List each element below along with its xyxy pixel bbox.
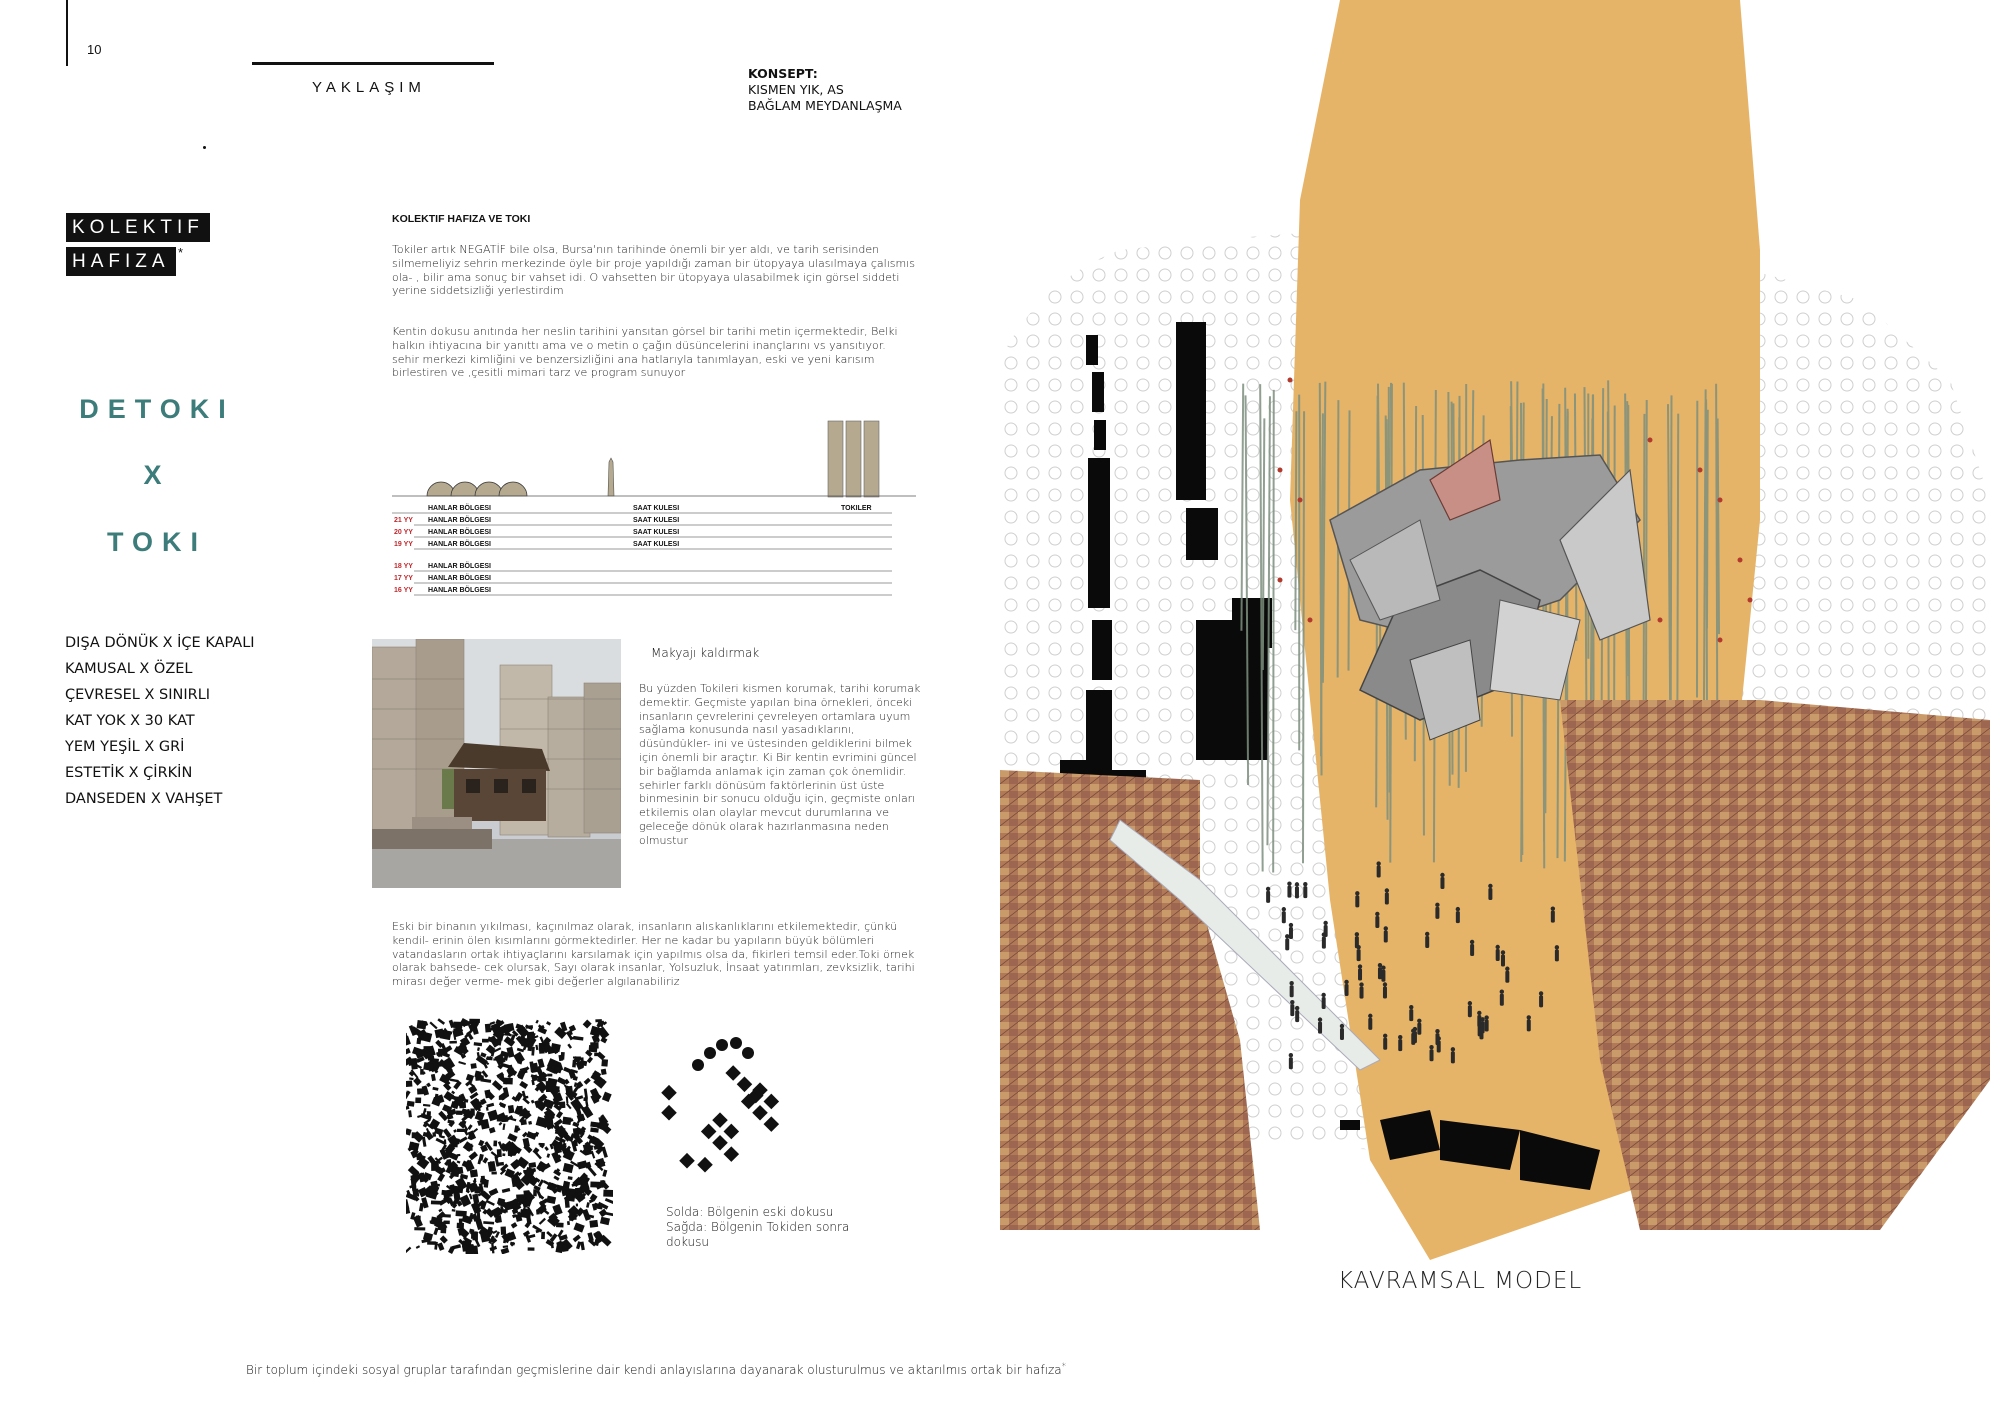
timeline-item: SAAT KULESI [633, 529, 680, 536]
list-item: YEM YEŞİL X GRİ [65, 739, 185, 755]
timeline-century: 18 YY [394, 563, 413, 570]
conceptual-model-collage [1000, 0, 2000, 1260]
list-item: ÇEVRESEL X SINIRLI [65, 687, 211, 703]
article-paragraph: Eski bir binanın yıkılması, kaçınılmaz olarak, insanların alıskanlıklarını etkilemektedir, çünkü kendil- erinin ölen kısımlarını görmektedirler. Her ne kadar bu yapıların büyük bölümleri vatandasların ortak ihtiyaçlarını karsılamak için yapılmıs olsa da, fikirleri temsil eder.Toki örnek olarak bahsede- cek olursak, Sayı olarak insanlar, Yolsuzluk, İnsaat yatırımları, zevksizlik, tarihi mirası değer verme- mek gibi değerler algılanabiliriz [392, 920, 915, 989]
timeline-century: 21 YY [394, 517, 413, 524]
page-margin-rule [66, 0, 68, 66]
big-title-detoki: DETOKI [79, 394, 235, 424]
section-rule [252, 62, 494, 65]
timeline-top-label: TOKILER [841, 505, 872, 512]
timeline-top-label: SAAT KULESI [633, 505, 680, 512]
caption-line: Sağda: Bölgenin Tokiden sonra [666, 1220, 850, 1234]
caption-line: Solda: Bölgenin eski dokusu [666, 1205, 834, 1219]
timeline-item: HANLAR BÖLGESI [428, 587, 491, 594]
concept-block [748, 66, 902, 114]
photo-toki-and-old-house [372, 639, 621, 888]
list-item: DIŞA DÖNÜK X İÇE KAPALI [65, 635, 255, 651]
big-title-toki: TOKI [106, 527, 207, 557]
footnote [246, 1362, 1066, 1377]
big-title-x: X [143, 460, 171, 490]
list-item: ESTETİK X ÇİRKİN [65, 765, 193, 781]
title-footnote-mark: * [178, 245, 184, 260]
title-kolektif: KOLEKTIF [66, 213, 210, 242]
hanlar-domes-icon [427, 482, 527, 496]
article-paragraph: Tokiler artık NEGATİF bile olsa, Bursa'nın tarihinde önemli bir yer aldı, ve tarih serisinden silmemeliyiz sehrin merkezinde öyle bir proje yapıldığı zaman bir ütopyaya ulasılmaya çalısmıs ola- , bilir ama sonuç bir vahset idi. O vahsetten bir ütopyaya ulasabilmek için görsel siddeti yerine siddetsizliği yerlestirdim [392, 243, 915, 298]
timeline-item: SAAT KULESI [633, 541, 680, 548]
timeline-century: 20 YY [394, 529, 413, 536]
timeline-top-label: HANLAR BÖLGESI [428, 505, 491, 512]
clock-tower-icon [608, 458, 614, 496]
timeline-item: HANLAR BÖLGESI [428, 529, 491, 536]
tokiler-towers-icon [828, 421, 879, 497]
title-hafiza: HAFIZA [66, 247, 176, 276]
list-item: KAT YOK X 30 KAT [65, 713, 195, 729]
figure-caption [666, 1205, 849, 1250]
makyaj-paragraph: Bu yüzden Tokileri kismen korumak, tarihi korumak demektir. Geçmiste yapılan bina örnekleri, önceki insanların çevrelerini çevreleyen ortamlara uyum sağlama konusunda nasıl yasadıklarını, düsündükler- ini ve üstesinden geldiklerini bilmek için önemli bir araçtır. Ki Bir kentin evrimini güncel bir bağlamda anlamak için zaman çok önemlidir. sehirler farklı dönüsüm faktörlerinin üst üste binmesinin bir sonucu olduğu için, geçmiste onları etkilemis olan olaylar mevcut durumlarına ve geleceğe dönük olarak hazırlanmasına neden olmustur [639, 682, 921, 847]
contrast-list [65, 630, 255, 812]
timeline-item: HANLAR BÖLGESI [428, 575, 491, 582]
history-timeline-diagram [392, 416, 916, 606]
timeline-labels [394, 503, 872, 594]
figure-ground-old-fabric [406, 1018, 613, 1254]
timeline-century: 16 YY [394, 587, 413, 594]
timeline-row-lines [392, 513, 892, 595]
footnote-text: Bir toplum içindeki sosyal gruplar tarafından geçmislerine dair kendi anlayıslarına dayanarak olusturulmus ve aktarılmıs ortak bir hafıza [246, 1363, 1062, 1377]
timeline-item: HANLAR BÖLGESI [428, 517, 491, 524]
timeline-item: SAAT KULESI [633, 517, 680, 524]
list-item: KAMUSAL X ÖZEL [65, 661, 193, 677]
concept-line: BAĞLAM MEYDANLAŞMA [748, 98, 902, 113]
makyaj-heading: Makyajı kaldırmak [651, 646, 760, 660]
model-label: KAVRAMSAL MODEL [1338, 1268, 1583, 1294]
figure-ground-after-toki [660, 1035, 812, 1175]
timeline-century: 17 YY [394, 575, 413, 582]
footnote-mark: * [1061, 1362, 1067, 1372]
list-item: DANSEDEN X VAHŞET [65, 791, 223, 807]
concept-line: KISMEN YIK, AS [748, 82, 844, 97]
article-heading: KOLEKTIF HAFIZA VE TOKI [392, 213, 531, 225]
timeline-item: HANLAR BÖLGESI [428, 541, 491, 548]
stray-dot [203, 146, 206, 149]
section-title: YAKLAŞIM [312, 79, 426, 96]
caption-line: dokusu [666, 1235, 710, 1249]
page-number: 10 [87, 42, 102, 57]
timeline-item: HANLAR BÖLGESI [428, 563, 491, 570]
timeline-century: 19 YY [394, 541, 413, 548]
concept-heading: KONSEPT: [748, 66, 818, 81]
article-paragraph: Kentin dokusu anıtında her neslin tarihini yansıtan görsel bir tarihi metin içermektedir, Belki halkın ihtiyacına bir yanıttı ama ve o metin o çağın düsüncelerini inançlarını vs yansıtıyor. sehir merkezi kimliğini ve benzersizliğini ana hatlarıyla tanımlayan, eski ve yeni karısım birlestiren ve ,çesitli mimari tarz ve program sunuyor [392, 325, 898, 380]
